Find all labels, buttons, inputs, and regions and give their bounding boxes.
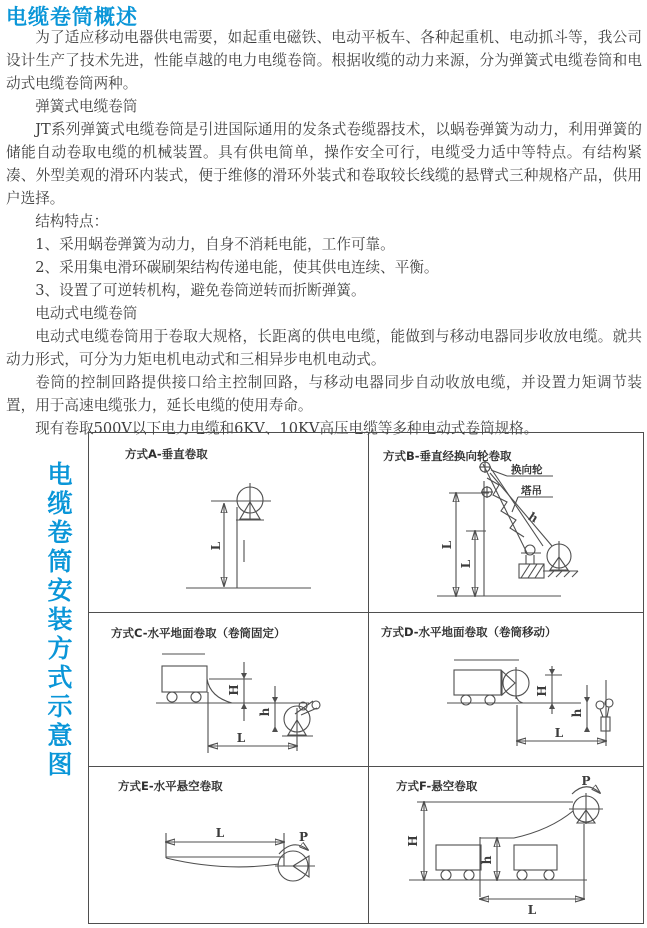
cell-c-title: 方式C-水平地面卷取（卷筒固定） bbox=[111, 626, 286, 640]
dim-label-H: H bbox=[406, 835, 420, 847]
paragraph: 电动式电缆卷筒 bbox=[35, 305, 138, 322]
paragraph: 电动式电缆卷筒用于卷取大规格，长距离的供电电缆，能做到与移动电器同步收放电缆。就共动力形式，可分为力矩电机电动式和三相异步电机电动式。 bbox=[6, 328, 642, 368]
dim-label-L: L bbox=[527, 903, 537, 917]
installation-methods-grid bbox=[88, 432, 644, 924]
paragraph: 现有卷取500V以下电力电缆和6KV、10KV高压电缆等多种电动式卷筒规格。 bbox=[35, 420, 539, 437]
cell-method-c bbox=[89, 613, 369, 767]
paragraph: 结构特点： bbox=[35, 213, 109, 230]
paragraph: 3、设置了可逆转机构，避免卷筒逆转而折断弹簧。 bbox=[35, 282, 366, 299]
label-tower-crane: 塔吊 bbox=[521, 485, 542, 497]
dim-label-h: h bbox=[258, 707, 272, 717]
label-P: P bbox=[581, 774, 591, 788]
cell-a-title: 方式A-垂直卷取 bbox=[125, 447, 208, 461]
dim-label-L-inner: L bbox=[459, 559, 473, 569]
figure-side-title: 电缆卷筒安装方式示意图 bbox=[44, 461, 73, 780]
overview-text bbox=[6, 26, 642, 440]
cell-d-title: 方式D-水平地面卷取（卷筒移动） bbox=[381, 625, 557, 639]
paragraph: JT系列弹簧式电缆卷筒是引进国际通用的发条式卷缆器技术，以蜗卷弹簧为动力，利用弹簧的储能自动卷取电缆的机械装置。具有供电简单，操作安全可行，电缆受力适中等特点。有结构紧凑、外型美观的滑环内装式，便于维修的滑环外装式和卷取较长线缆的悬臂式三种规格产品，供用户选择。 bbox=[6, 121, 642, 207]
cell-method-e bbox=[89, 767, 369, 923]
paragraph: 卷筒的控制回路提供接口给主控制回路，与移动电器同步自动收放电缆，并设置力矩调节装置，用于高速电缆张力，延长电缆的使用寿命。 bbox=[6, 374, 642, 414]
dim-label-L: L bbox=[209, 541, 223, 551]
cell-method-f bbox=[369, 767, 643, 923]
label-P: P bbox=[299, 830, 309, 844]
dim-label-L: L bbox=[236, 731, 246, 745]
dim-label-L: L bbox=[554, 726, 564, 740]
cell-e-title: 方式E-水平悬空卷取 bbox=[118, 779, 223, 793]
dim-label-H: H bbox=[227, 684, 241, 696]
label-h-italic: h bbox=[526, 509, 540, 526]
label-diverting-pulley: 换向轮 bbox=[511, 464, 543, 476]
paragraph: 1、采用蜗卷弹簧为动力，自身不消耗电能，工作可靠。 bbox=[35, 236, 395, 253]
page-title: 电缆卷筒概述 bbox=[6, 5, 138, 29]
cell-method-b bbox=[369, 433, 643, 613]
dim-label-L: L bbox=[215, 826, 225, 840]
dim-label-h: h bbox=[480, 855, 494, 865]
dim-label-h: h bbox=[570, 708, 584, 718]
cell-method-a bbox=[89, 433, 369, 613]
cell-method-d bbox=[369, 613, 643, 767]
dim-label-H: H bbox=[535, 685, 549, 697]
paragraph: 为了适应移动电器供电需要，如起重电磁铁、电动平板车、各种起重机、电动抓斗等，我公司设计生产了技术先进，性能卓越的电力电缆卷筒。根据收缆的动力来源，分为弹簧式电缆卷筒和电动式电缆卷筒两种。 bbox=[6, 29, 642, 92]
paragraph: 2、采用集电滑环碳刷架结构传递电能，使其供电连续、平衡。 bbox=[35, 259, 439, 276]
cell-f-title: 方式F-悬空卷取 bbox=[396, 779, 478, 793]
cell-b-title: 方式B-垂直经换向轮卷取 bbox=[383, 449, 512, 463]
paragraph: 弹簧式电缆卷筒 bbox=[35, 98, 138, 115]
dim-label-L-outer: L bbox=[440, 540, 454, 550]
